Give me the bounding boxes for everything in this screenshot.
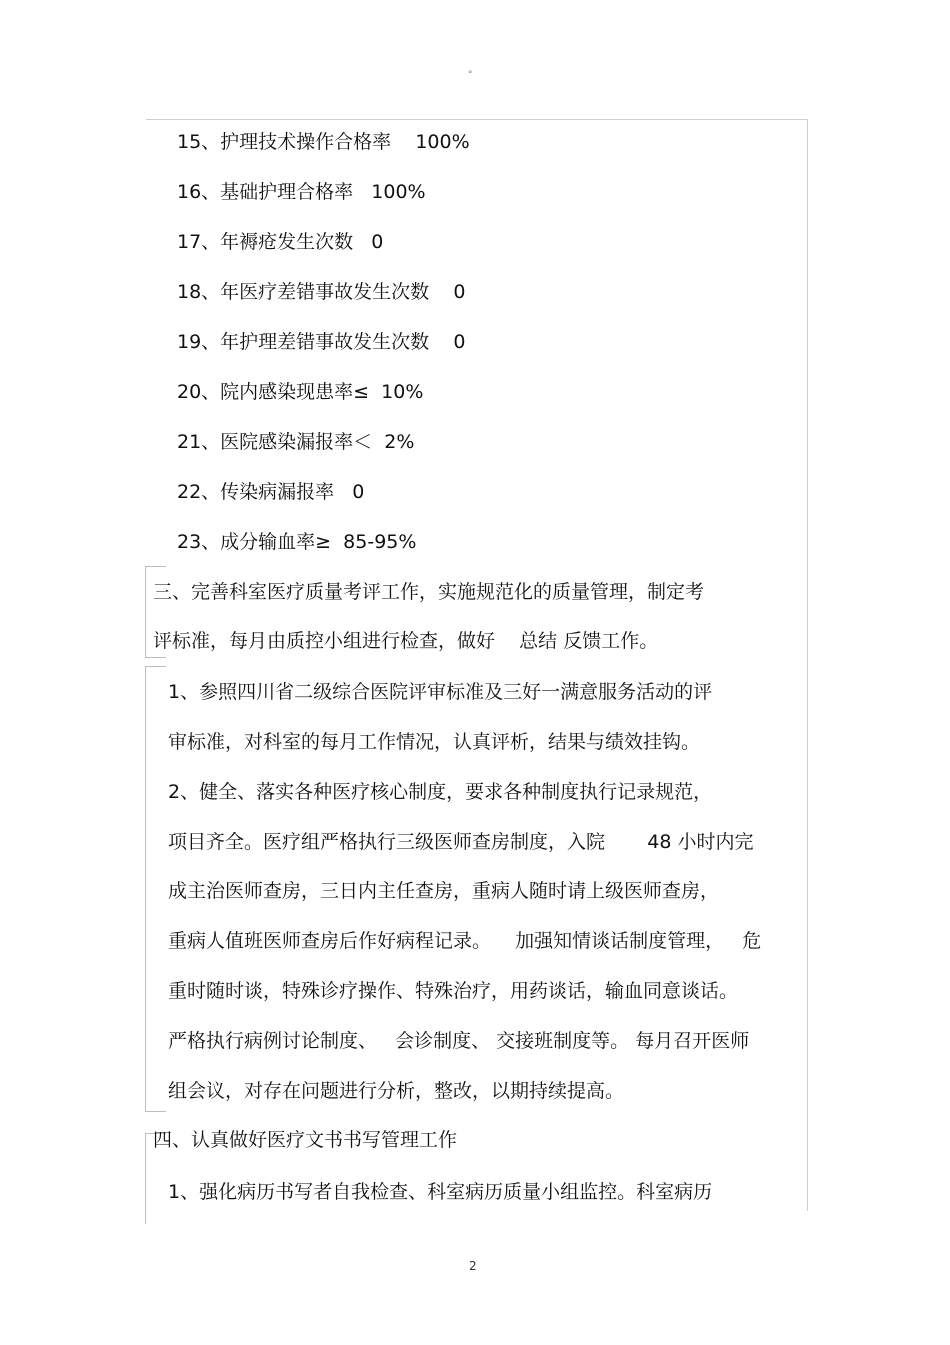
list-item: 17、年褥疮发生次数 0 — [177, 231, 384, 253]
section3-body-bracket — [145, 666, 166, 1112]
page-number: 2 — [469, 1259, 477, 1273]
list-item: 20、院内感染现患率≤ 10% — [177, 381, 424, 403]
section3-paragraph-line: 2、健全、落实各种医疗核心制度，要求各种制度执行记录规范， — [168, 781, 713, 803]
section3-paragraph-line: 组会议，对存在问题进行分析，整改，以期持续提高。 — [168, 1080, 625, 1102]
section4-paragraph-line: 1、强化病历书写者自我检查、科室病历质量小组监控。科室病历 — [168, 1181, 713, 1203]
section4-heading: 四、认真做好医疗文书书写管理工作 — [153, 1129, 458, 1151]
list-item: 23、成分输血率≥ 85-95% — [177, 531, 417, 553]
section3-paragraph-line: 审标准，对科室的每月工作情况，认真评析，结果与绩效挂钩。 — [168, 731, 701, 753]
frame-right-border — [807, 119, 808, 1211]
list-item: 19、年护理差错事故发生次数 0 — [177, 331, 466, 353]
section3-paragraph-line: 成主治医师查房，三日内主任查房，重病人随时请上级医师查房， — [168, 880, 720, 902]
section3-paragraph-line: 重时随时谈，特殊诊疗操作、特殊治疗，用药谈话，输血同意谈话。 — [168, 980, 739, 1002]
frame-top-border — [146, 119, 808, 120]
list-item: 18、年医疗差错事故发生次数 0 — [177, 281, 466, 303]
list-item: 22、传染病漏报率 0 — [177, 481, 365, 503]
section3-heading-line: 三、完善科室医疗质量考评工作，实施规范化的质量管理，制定考 — [153, 581, 705, 603]
list-item: 16、基础护理合格率 100% — [177, 181, 426, 203]
list-item: 15、护理技术操作合格率 100% — [177, 131, 470, 153]
list-item: 21、医院感染漏报率＜ 2% — [177, 431, 415, 453]
section3-paragraph-line: 重病人值班医师查房后作好病程记录。 加强知情谈话制度管理， 危 — [168, 930, 762, 952]
header-mark: ° — [468, 70, 473, 80]
section3-heading-line: 评标准，每月由质控小组进行检查，做好 总结 反馈工作。 — [153, 630, 659, 652]
section3-paragraph-line: 项目齐全。医疗组严格执行三级医师查房制度，入院 48 小时内完 — [168, 831, 754, 853]
section3-paragraph-line: 1、参照四川省二级综合医院评审标准及三好一满意服务活动的评 — [168, 681, 713, 703]
section3-paragraph-line: 严格执行病例讨论制度、 会诊制度、 交接班制度等。 每月召开医师 — [168, 1030, 750, 1052]
